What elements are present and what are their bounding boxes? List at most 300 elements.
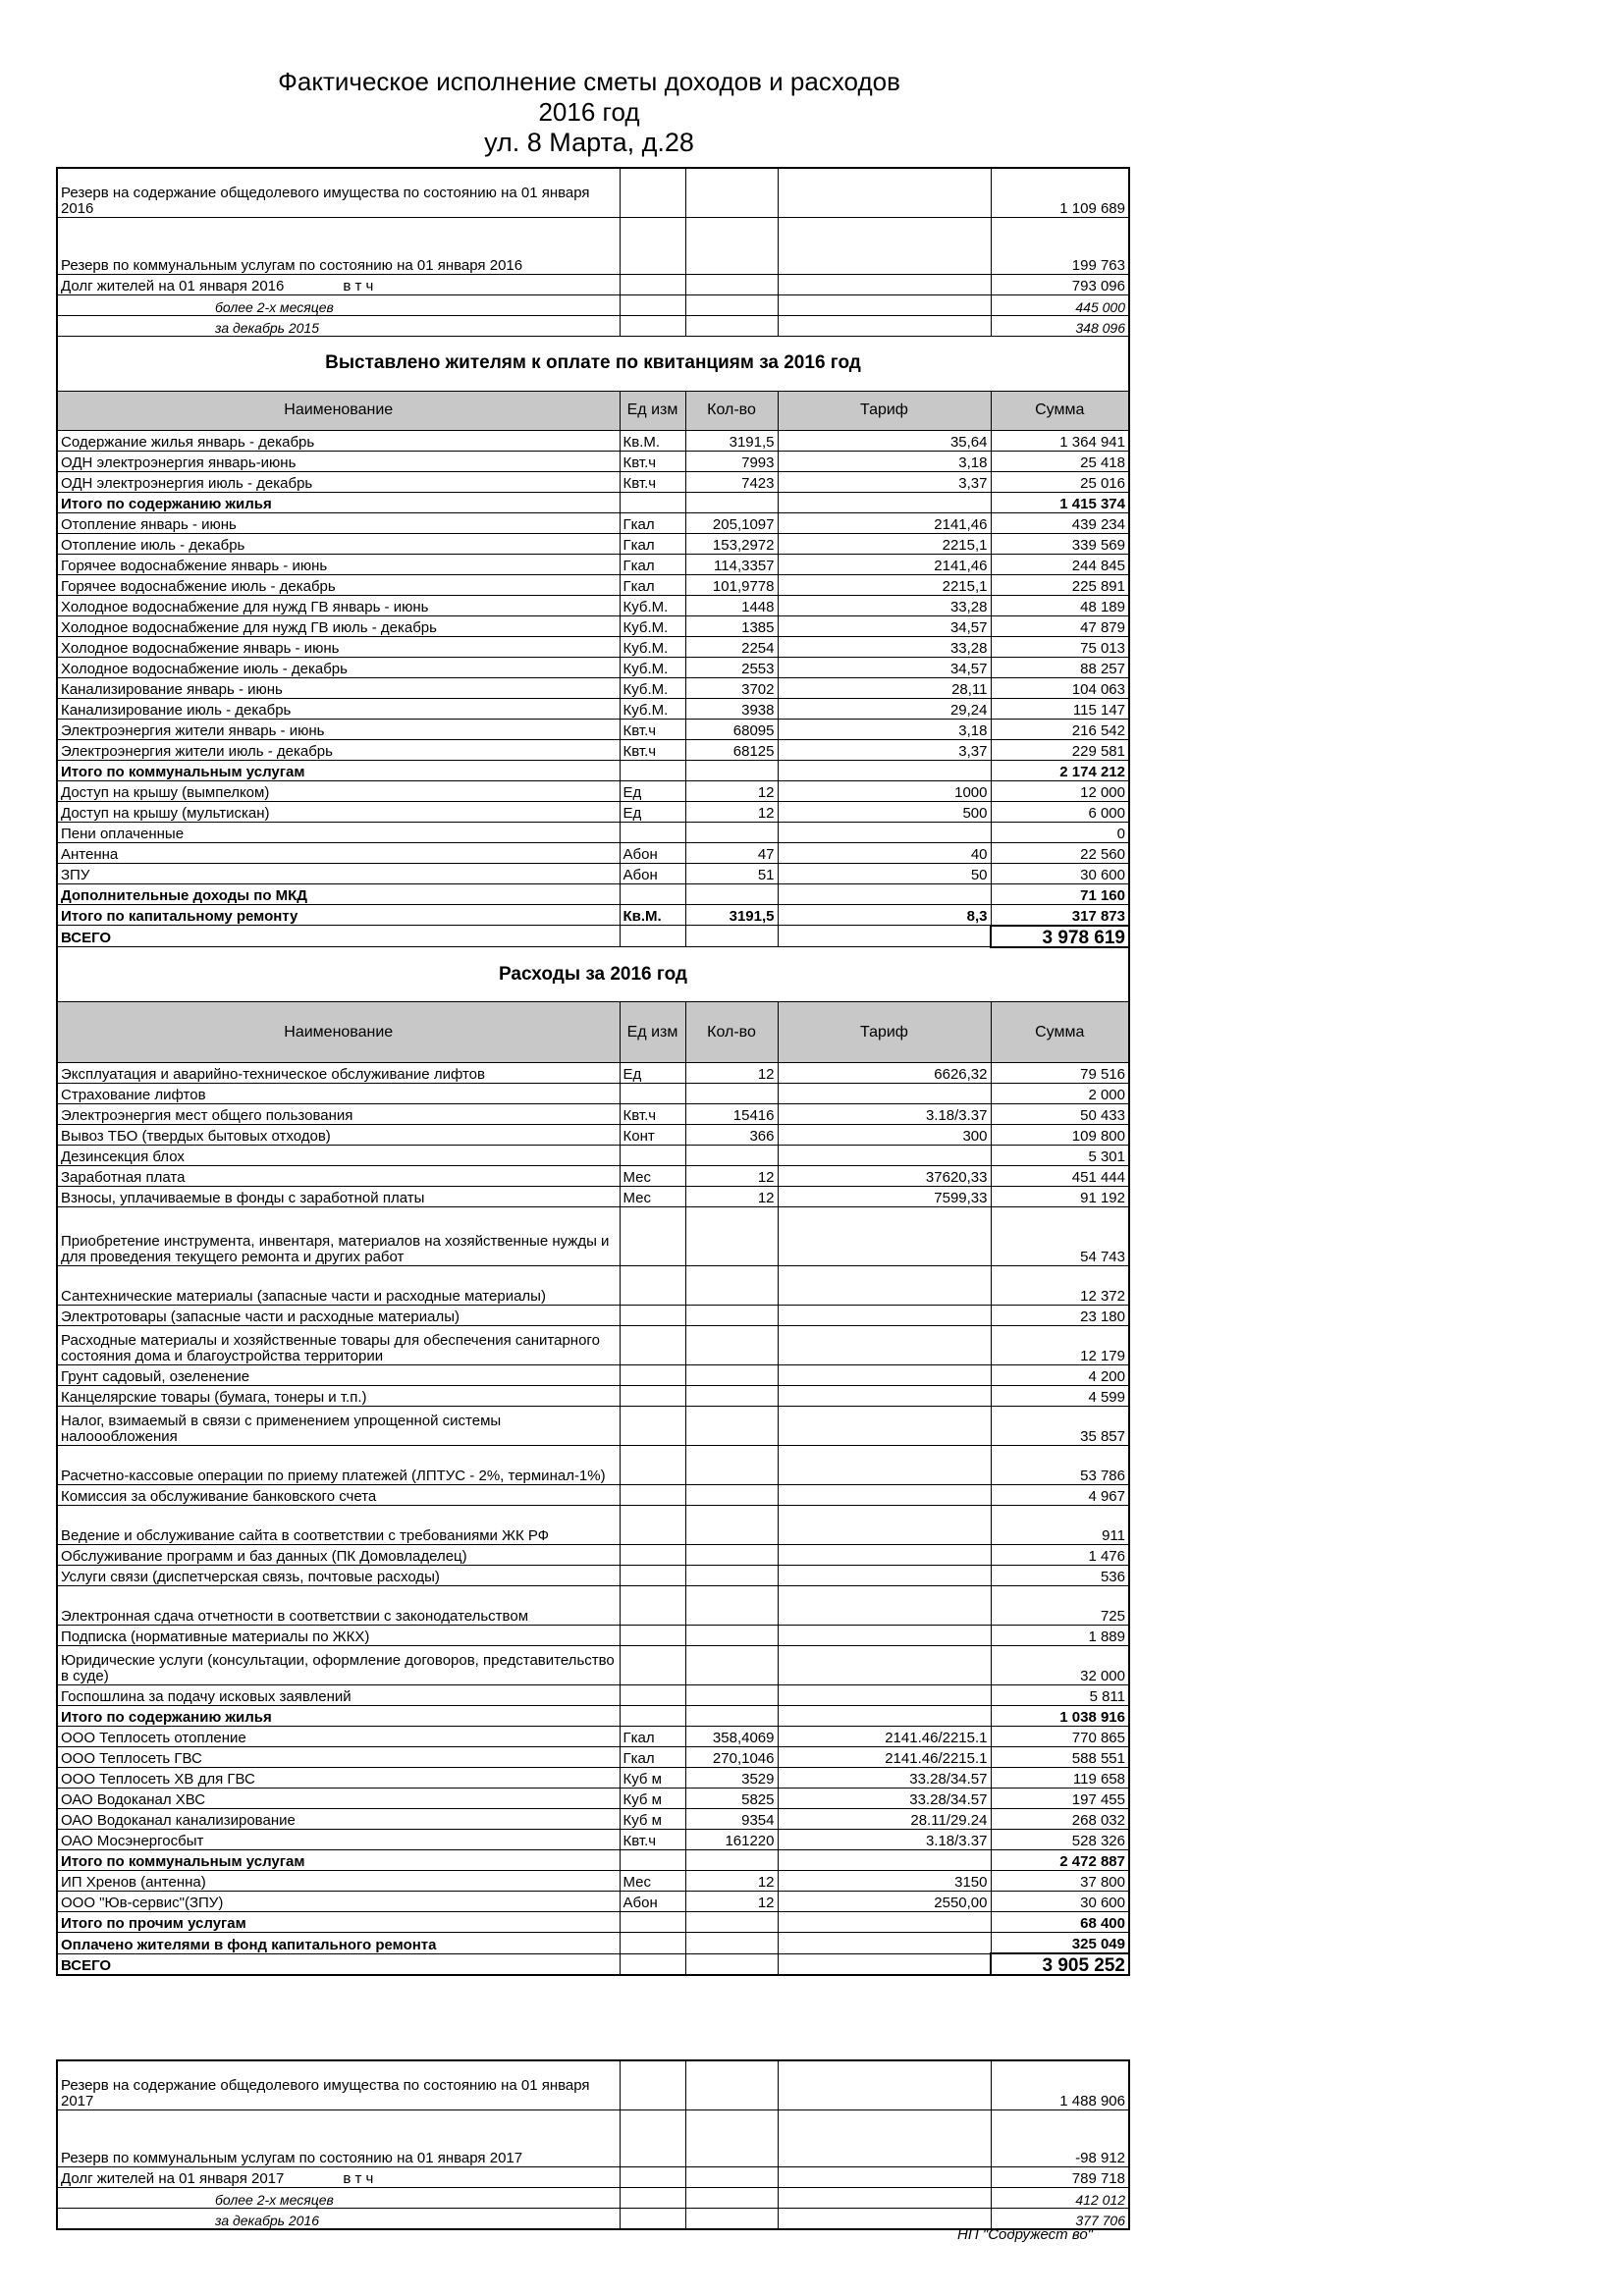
item-sum: 439 234 xyxy=(991,512,1129,533)
item-tariff xyxy=(778,1566,991,1586)
item-tariff xyxy=(778,1407,991,1446)
table-row xyxy=(57,1104,1129,1125)
table-row xyxy=(57,595,1129,615)
item-sum: 244 845 xyxy=(991,554,1129,574)
item-tariff xyxy=(778,1386,991,1407)
item-tariff xyxy=(778,1485,991,1506)
table-row xyxy=(57,1768,1129,1789)
item-name: Холодное водоснабжение для нужд ГВ июль - декабрь xyxy=(57,615,620,636)
table-row xyxy=(57,1685,1129,1706)
item-tariff: 35,64 xyxy=(778,430,991,451)
table-row xyxy=(57,780,1129,801)
item-sum: 4 200 xyxy=(991,1365,1129,1386)
income-section xyxy=(57,336,1129,947)
item-sum: 25 016 xyxy=(991,471,1129,492)
item-tariff xyxy=(778,1146,991,1166)
balance-name xyxy=(57,2109,620,2166)
item-sum: 216 542 xyxy=(991,719,1129,739)
item-unit: Гкал xyxy=(620,512,685,533)
table-row xyxy=(57,1146,1129,1166)
item-name: Канализирование июль - декабрь xyxy=(57,698,620,719)
empty-cell xyxy=(778,315,991,336)
item-sum: 91 192 xyxy=(991,1187,1129,1207)
item-tariff: 40 xyxy=(778,842,991,863)
item-name: ОДН электроэнергия июль - декабрь xyxy=(57,471,620,492)
balance-name xyxy=(57,2166,620,2187)
item-quantity: 12 xyxy=(685,1166,778,1187)
item-name: Услуги связи (диспетчерская связь, почтовые расходы) xyxy=(57,1566,620,1586)
item-tariff: 1000 xyxy=(778,780,991,801)
item-unit: Квт.ч xyxy=(620,1830,685,1850)
item-name: Пени оплаченные xyxy=(57,822,620,842)
item-name: ООО Теплосеть отопление xyxy=(57,1727,620,1747)
item-name: ООО Теплосеть ГВС xyxy=(57,1747,620,1768)
item-quantity: 15416 xyxy=(685,1104,778,1125)
table-row xyxy=(57,1586,1129,1626)
item-quantity xyxy=(685,1084,778,1104)
item-quantity: 12 xyxy=(685,1063,778,1084)
item-unit xyxy=(620,492,685,512)
item-quantity: 68095 xyxy=(685,719,778,739)
item-unit xyxy=(620,760,685,780)
item-tariff: 3,18 xyxy=(778,451,991,471)
column-headers xyxy=(57,1002,1129,1063)
column-header-sum: Сумма xyxy=(991,1002,1129,1063)
empty-cell xyxy=(620,168,685,217)
item-unit xyxy=(620,1685,685,1706)
table-row xyxy=(57,1912,1129,1933)
item-sum: 12 372 xyxy=(991,1266,1129,1306)
item-name: Расходные материалы и хозяйственные товары для обеспечения санитарного состояния дома и благоустройства территории xyxy=(57,1326,620,1365)
item-tariff: 37620,33 xyxy=(778,1166,991,1187)
item-tariff: 28,11 xyxy=(778,677,991,698)
table-row xyxy=(57,471,1129,492)
item-sum: 725 xyxy=(991,1586,1129,1626)
empty-cell xyxy=(778,274,991,294)
item-tariff xyxy=(778,1506,991,1545)
item-name: Грунт садовый, озеленение xyxy=(57,1365,620,1386)
item-sum: 3 978 619 xyxy=(991,926,1129,947)
item-sum: 25 418 xyxy=(991,451,1129,471)
item-quantity xyxy=(685,1953,778,1975)
item-sum: 68 400 xyxy=(991,1912,1129,1933)
item-sum: 32 000 xyxy=(991,1646,1129,1685)
table-row xyxy=(57,1871,1129,1892)
item-sum: 30 600 xyxy=(991,1892,1129,1912)
item-name: ИП Хренов (антенна) xyxy=(57,1871,620,1892)
item-name: Заработная плата xyxy=(57,1166,620,1187)
item-sum: 30 600 xyxy=(991,863,1129,883)
item-quantity: 7993 xyxy=(685,451,778,471)
table-row xyxy=(57,1125,1129,1146)
table-row xyxy=(57,1266,1129,1306)
item-sum: 79 516 xyxy=(991,1063,1129,1084)
item-sum: 4 599 xyxy=(991,1386,1129,1407)
item-unit: Кв.М. xyxy=(620,904,685,926)
balance-label: за декабрь 2016 xyxy=(215,2212,320,2228)
column-header-tariff: Тариф xyxy=(778,391,991,430)
item-quantity xyxy=(685,1586,778,1626)
item-unit: Ед xyxy=(620,801,685,822)
table-row xyxy=(57,451,1129,471)
balance-row xyxy=(57,315,1129,336)
item-unit xyxy=(620,1566,685,1586)
item-sum: 528 326 xyxy=(991,1830,1129,1850)
item-sum: 197 455 xyxy=(991,1789,1129,1809)
item-tariff: 2141,46 xyxy=(778,554,991,574)
balance-label: более 2-х месяцев xyxy=(215,2191,334,2208)
item-quantity xyxy=(685,492,778,512)
item-unit: Куб м xyxy=(620,1768,685,1789)
item-tariff: 29,24 xyxy=(778,698,991,719)
column-header-name: Наименование xyxy=(57,391,620,430)
item-sum: 325 049 xyxy=(991,1933,1129,1954)
table-row xyxy=(57,863,1129,883)
table-row xyxy=(57,883,1129,904)
balance-row xyxy=(57,294,1129,315)
table-row xyxy=(57,1850,1129,1871)
item-name: Итого по содержанию жилья xyxy=(57,492,620,512)
item-unit: Мес xyxy=(620,1871,685,1892)
balance-sum: 1 109 689 xyxy=(991,168,1129,217)
item-name: ОАО Водоканал канализирование xyxy=(57,1809,620,1830)
item-quantity: 2553 xyxy=(685,657,778,677)
empty-cell xyxy=(685,2187,778,2208)
item-name: Дополнительные доходы по МКД xyxy=(57,883,620,904)
item-unit: Куб.М. xyxy=(620,636,685,657)
item-sum: 451 444 xyxy=(991,1166,1129,1187)
item-tariff: 3150 xyxy=(778,1871,991,1892)
balance-row xyxy=(57,2187,1129,2208)
item-tariff: 3.18/3.37 xyxy=(778,1830,991,1850)
item-sum: 22 560 xyxy=(991,842,1129,863)
table-row xyxy=(57,822,1129,842)
item-unit xyxy=(620,1912,685,1933)
item-quantity xyxy=(685,1386,778,1407)
item-quantity: 3191,5 xyxy=(685,904,778,926)
balance-row xyxy=(57,217,1129,274)
item-tariff xyxy=(778,760,991,780)
item-unit: Гкал xyxy=(620,1747,685,1768)
item-unit xyxy=(620,1146,685,1166)
balance-name xyxy=(57,294,620,315)
balance-label: Резерв на содержание общедолевого имущества по состоянию на 01 января 2017 xyxy=(61,2076,590,2109)
item-sum: 54 743 xyxy=(991,1207,1129,1266)
balance-sum: 793 096 xyxy=(991,274,1129,294)
balance-label: Резерв по коммунальным услугам по состоянию на 01 января 2017 xyxy=(61,2149,523,2166)
item-unit: Куб.М. xyxy=(620,595,685,615)
balance-label: Долг жителей на 01 января 2016 xyxy=(61,277,285,294)
title-line-1: Фактическое исполнение сметы доходов и расходов xyxy=(278,67,900,96)
item-tariff xyxy=(778,1685,991,1706)
empty-cell xyxy=(620,2109,685,2166)
table-row xyxy=(57,926,1129,947)
item-sum: 229 581 xyxy=(991,739,1129,760)
balance-sum: 789 718 xyxy=(991,2166,1129,2187)
item-tariff: 2141.46/2215.1 xyxy=(778,1727,991,1747)
table-row xyxy=(57,1407,1129,1446)
item-tariff xyxy=(778,822,991,842)
item-unit xyxy=(620,1706,685,1727)
column-header-qty: Кол-во xyxy=(685,1002,778,1063)
item-quantity xyxy=(685,1706,778,1727)
item-tariff xyxy=(778,1953,991,1975)
empty-cell xyxy=(778,2166,991,2187)
item-sum: 5 811 xyxy=(991,1685,1129,1706)
item-tariff: 6626,32 xyxy=(778,1063,991,1084)
item-sum: 50 433 xyxy=(991,1104,1129,1125)
item-sum: 53 786 xyxy=(991,1446,1129,1485)
item-name: ОАО Мосэнергосбыт xyxy=(57,1830,620,1850)
item-sum: 770 865 xyxy=(991,1727,1129,1747)
empty-cell xyxy=(620,2166,685,2187)
column-header-qty: Кол-во xyxy=(685,391,778,430)
table-row xyxy=(57,554,1129,574)
balance-name xyxy=(57,274,620,294)
empty-cell xyxy=(685,2109,778,2166)
item-unit: Квт.ч xyxy=(620,719,685,739)
item-tariff: 8,3 xyxy=(778,904,991,926)
table-row xyxy=(57,719,1129,739)
item-unit xyxy=(620,1365,685,1386)
item-unit: Гкал xyxy=(620,554,685,574)
item-quantity: 366 xyxy=(685,1125,778,1146)
item-unit xyxy=(620,1306,685,1326)
item-name: ОАО Водоканал ХВС xyxy=(57,1789,620,1809)
table-row xyxy=(57,1326,1129,1365)
item-sum: 115 147 xyxy=(991,698,1129,719)
item-name: Комиссия за обслуживание банковского счета xyxy=(57,1485,620,1506)
item-tariff: 2215,1 xyxy=(778,533,991,554)
item-name: Ведение и обслуживание сайта в соответствии с требованиями ЖК РФ xyxy=(57,1506,620,1545)
item-quantity: 7423 xyxy=(685,471,778,492)
empty-cell xyxy=(685,274,778,294)
item-name: Электронная сдача отчетности в соответствии с законодательством xyxy=(57,1586,620,1626)
item-quantity: 161220 xyxy=(685,1830,778,1850)
table-row xyxy=(57,1207,1129,1266)
item-quantity xyxy=(685,1933,778,1954)
item-tariff: 33.28/34.57 xyxy=(778,1789,991,1809)
item-quantity xyxy=(685,1646,778,1685)
item-sum: 5 301 xyxy=(991,1146,1129,1166)
item-quantity: 358,4069 xyxy=(685,1727,778,1747)
item-quantity: 47 xyxy=(685,842,778,863)
item-name: ООО Теплосеть ХВ для ГВС xyxy=(57,1768,620,1789)
empty-cell xyxy=(620,2208,685,2229)
table-row xyxy=(57,512,1129,533)
item-quantity: 3938 xyxy=(685,698,778,719)
table-row xyxy=(57,1566,1129,1586)
item-unit: Абон xyxy=(620,1892,685,1912)
item-unit xyxy=(620,1850,685,1871)
empty-cell xyxy=(685,2060,778,2109)
empty-cell xyxy=(778,2109,991,2166)
empty-cell xyxy=(685,315,778,336)
item-unit xyxy=(620,1506,685,1545)
closing-balances xyxy=(57,2060,1129,2229)
item-tariff xyxy=(778,1545,991,1566)
balance-sum: 199 763 xyxy=(991,217,1129,274)
table-row xyxy=(57,698,1129,719)
item-name: ОДН электроэнергия январь-июнь xyxy=(57,451,620,471)
item-name: Обслуживание программ и баз данных (ПК Домовладелец) xyxy=(57,1545,620,1566)
item-tariff xyxy=(778,1207,991,1266)
table-row xyxy=(57,1166,1129,1187)
item-tariff xyxy=(778,1446,991,1485)
item-tariff: 33.28/34.57 xyxy=(778,1768,991,1789)
item-tariff: 3,37 xyxy=(778,739,991,760)
item-name: Итого по содержанию жилья xyxy=(57,1706,620,1727)
item-name: Отопление июль - декабрь xyxy=(57,533,620,554)
item-unit: Куб.М. xyxy=(620,698,685,719)
table-row xyxy=(57,1446,1129,1485)
empty-cell xyxy=(685,2208,778,2229)
table-row xyxy=(57,1809,1129,1830)
empty-cell xyxy=(685,217,778,274)
balance-sum: 348 096 xyxy=(991,315,1129,336)
item-tariff xyxy=(778,883,991,904)
item-quantity: 9354 xyxy=(685,1809,778,1830)
item-name: ВСЕГО xyxy=(57,1953,620,1975)
table-row xyxy=(57,492,1129,512)
balance-label: Резерв по коммунальным услугам по состоянию на 01 января 2016 xyxy=(61,256,523,274)
item-name: Холодное водоснабжение для нужд ГВ январь - июнь xyxy=(57,595,620,615)
item-tariff xyxy=(778,926,991,947)
balance-label: Долг жителей на 01 января 2017 xyxy=(61,2169,285,2187)
item-name: Горячее водоснабжение июль - декабрь xyxy=(57,574,620,595)
item-quantity: 12 xyxy=(685,1892,778,1912)
item-tariff xyxy=(778,492,991,512)
item-unit: Абон xyxy=(620,842,685,863)
item-unit xyxy=(620,1953,685,1975)
item-sum: 71 160 xyxy=(991,883,1129,904)
item-unit xyxy=(620,1626,685,1646)
item-sum: 23 180 xyxy=(991,1306,1129,1326)
item-tariff: 2215,1 xyxy=(778,574,991,595)
item-unit: Куб м xyxy=(620,1809,685,1830)
item-name: Электроэнергия жители июль - декабрь xyxy=(57,739,620,760)
item-name: Оплачено жителями в фонд капитального ремонта xyxy=(57,1933,620,1954)
item-tariff xyxy=(778,1365,991,1386)
balance-name xyxy=(57,315,620,336)
item-unit xyxy=(620,1386,685,1407)
item-unit: Кв.М. xyxy=(620,430,685,451)
item-sum: 75 013 xyxy=(991,636,1129,657)
item-unit: Квт.ч xyxy=(620,451,685,471)
balance-row xyxy=(57,168,1129,217)
item-sum: 3 905 252 xyxy=(991,1953,1129,1975)
including-note: в т ч xyxy=(343,2169,374,2187)
balance-row xyxy=(57,2166,1129,2187)
balance-label: более 2-х месяцев xyxy=(215,298,334,315)
table-row xyxy=(57,1789,1129,1809)
empty-cell xyxy=(620,274,685,294)
item-quantity xyxy=(685,1485,778,1506)
table-row xyxy=(57,1545,1129,1566)
table-row xyxy=(57,1830,1129,1850)
item-sum: 1 415 374 xyxy=(991,492,1129,512)
item-quantity xyxy=(685,1407,778,1446)
balance-sum: 377 706 xyxy=(991,2208,1129,2229)
empty-cell xyxy=(620,294,685,315)
item-tariff xyxy=(778,1912,991,1933)
item-name: Вывоз ТБО (твердых бытовых отходов) xyxy=(57,1125,620,1146)
item-unit: Квт.ч xyxy=(620,471,685,492)
item-tariff: 300 xyxy=(778,1125,991,1146)
item-tariff xyxy=(778,1626,991,1646)
item-tariff: 2141,46 xyxy=(778,512,991,533)
table-row xyxy=(57,1953,1129,1975)
item-sum: 2 000 xyxy=(991,1084,1129,1104)
table-row xyxy=(57,533,1129,554)
including-note: в т ч xyxy=(343,277,374,294)
item-tariff: 2141.46/2215.1 xyxy=(778,1747,991,1768)
table-row xyxy=(57,636,1129,657)
column-headers xyxy=(57,391,1129,430)
item-quantity xyxy=(685,1446,778,1485)
item-quantity: 1385 xyxy=(685,615,778,636)
item-quantity: 5825 xyxy=(685,1789,778,1809)
item-tariff: 34,57 xyxy=(778,615,991,636)
table-row xyxy=(57,615,1129,636)
item-quantity xyxy=(685,1685,778,1706)
title-line-3: ул. 8 Марта, д.28 xyxy=(484,128,694,157)
item-quantity xyxy=(685,1626,778,1646)
item-quantity xyxy=(685,760,778,780)
item-quantity xyxy=(685,1306,778,1326)
table-row xyxy=(57,657,1129,677)
item-sum: 2 472 887 xyxy=(991,1850,1129,1871)
column-header-unit: Ед изм xyxy=(620,1002,685,1063)
item-quantity: 270,1046 xyxy=(685,1747,778,1768)
column-header-name: Наименование xyxy=(57,1002,620,1063)
item-unit: Квт.ч xyxy=(620,739,685,760)
item-sum: 109 800 xyxy=(991,1125,1129,1146)
document-title xyxy=(0,67,1178,158)
item-sum: 1 889 xyxy=(991,1626,1129,1646)
item-sum: 119 658 xyxy=(991,1768,1129,1789)
item-tariff xyxy=(778,1706,991,1727)
table-row xyxy=(57,1386,1129,1407)
item-quantity xyxy=(685,926,778,947)
item-tariff: 50 xyxy=(778,863,991,883)
table-row xyxy=(57,1626,1129,1646)
table-row xyxy=(57,1084,1129,1104)
item-unit xyxy=(620,1646,685,1685)
item-quantity xyxy=(685,1207,778,1266)
table-row xyxy=(57,1646,1129,1685)
item-sum: 12 179 xyxy=(991,1326,1129,1365)
item-sum: 1 364 941 xyxy=(991,430,1129,451)
item-name: Холодное водоснабжение январь - июнь xyxy=(57,636,620,657)
item-unit xyxy=(620,1407,685,1446)
item-quantity: 114,3357 xyxy=(685,554,778,574)
item-sum: 225 891 xyxy=(991,574,1129,595)
item-tariff xyxy=(778,1646,991,1685)
item-name: Доступ на крышу (мультискан) xyxy=(57,801,620,822)
item-tariff xyxy=(778,1084,991,1104)
item-quantity: 12 xyxy=(685,1871,778,1892)
item-quantity: 12 xyxy=(685,780,778,801)
item-unit xyxy=(620,1266,685,1306)
item-name: Итого по капитальному ремонту xyxy=(57,904,620,926)
item-name: Канализирование январь - июнь xyxy=(57,677,620,698)
balance-name xyxy=(57,168,620,217)
item-sum: 48 189 xyxy=(991,595,1129,615)
item-sum: 12 000 xyxy=(991,780,1129,801)
section-heading-row xyxy=(57,336,1129,391)
item-tariff: 7599,33 xyxy=(778,1187,991,1207)
